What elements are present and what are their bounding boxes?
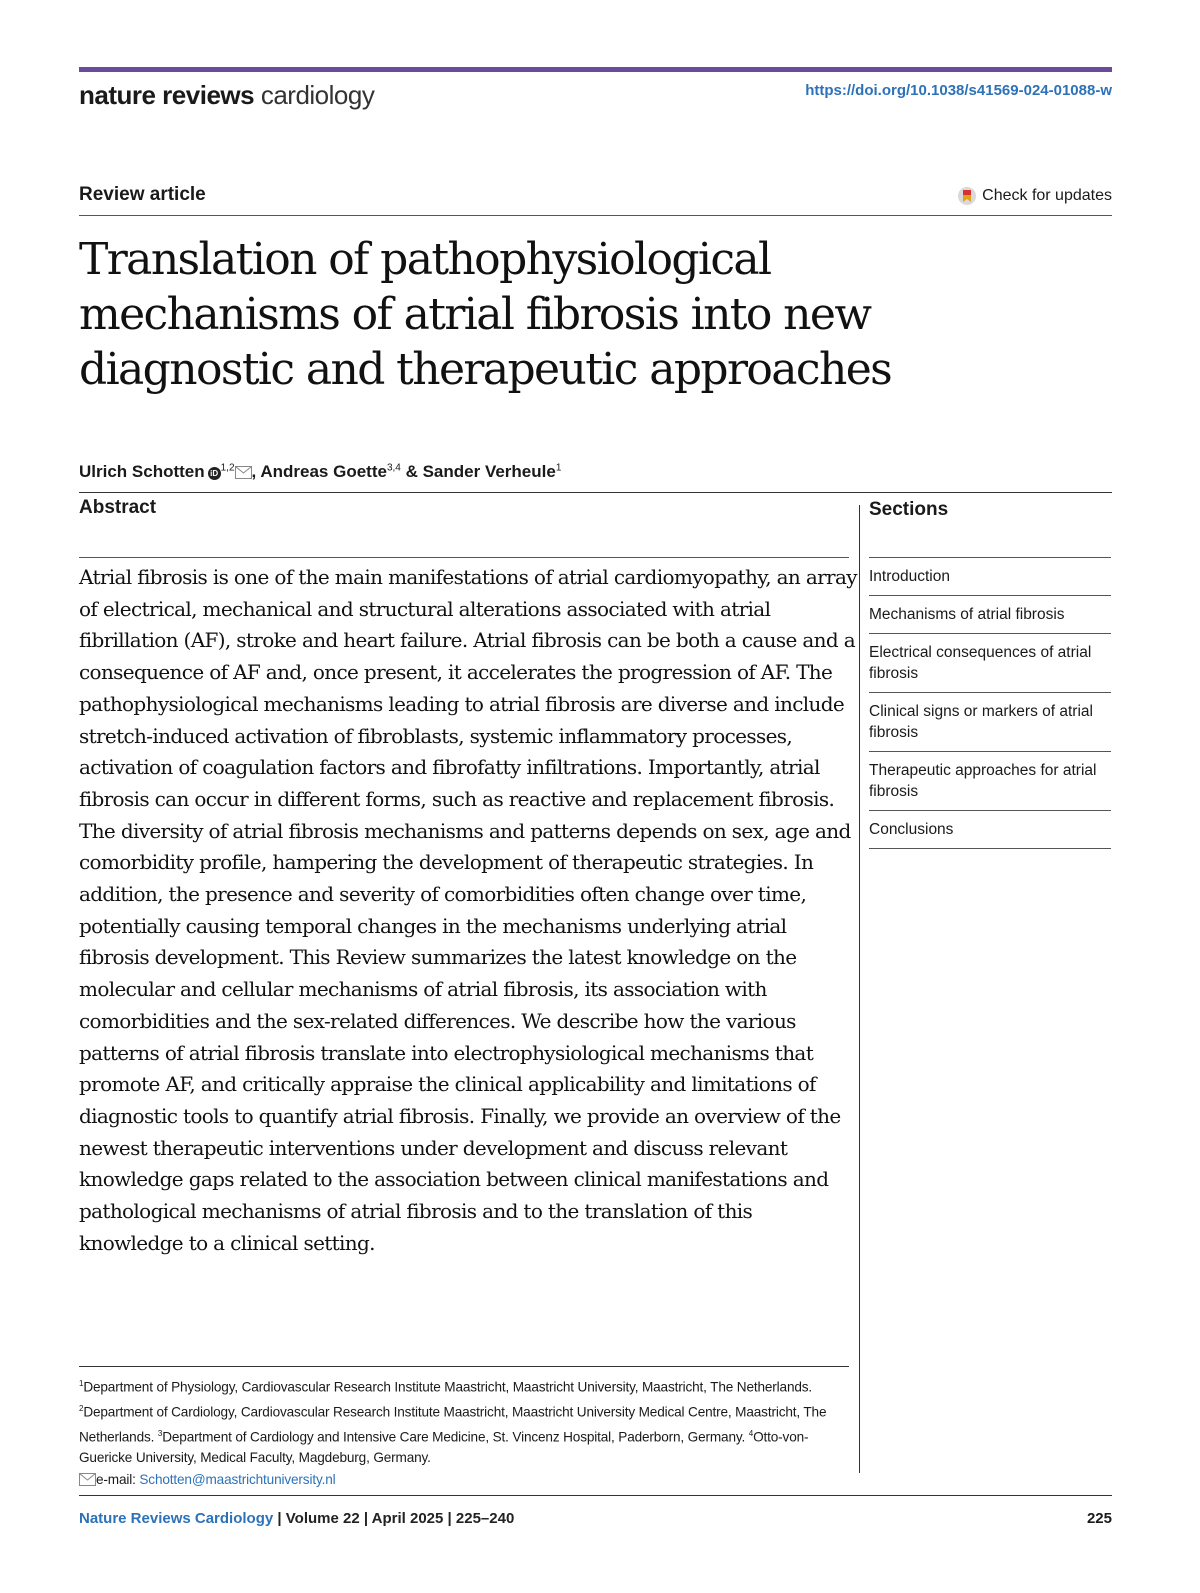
sections-heading: Sections — [869, 499, 949, 520]
author-separator: & — [400, 462, 423, 481]
affiliation-number: 3 — [157, 1428, 163, 1438]
author-affiliation-sup: 3,4 — [386, 462, 401, 474]
affiliation-number: 4 — [748, 1428, 754, 1438]
divider — [79, 557, 849, 558]
email-label: e-mail: — [96, 1471, 140, 1487]
affiliations — [79, 1373, 857, 1492]
affiliation-number: 1 — [79, 1379, 84, 1388]
divider — [79, 1495, 1112, 1496]
journal-name-bold: nature reviews — [79, 80, 255, 110]
section-link-conclusions[interactable]: Conclusions — [869, 811, 1111, 849]
affiliation-text: Department of Cardiology and Intensive Care Medicine, St. Vincenz Hospital, Paderborn, Germany. — [162, 1429, 749, 1445]
section-link-clinical-signs[interactable]: Clinical signs or markers of atrial fibrosis — [869, 693, 1111, 752]
column-divider — [859, 505, 860, 1473]
sections-nav — [869, 557, 1111, 849]
page-number: 225 — [1086, 1510, 1112, 1527]
check-for-updates-button[interactable] — [957, 186, 1112, 206]
section-link-therapeutic-approaches[interactable]: Therapeutic approaches for atrial fibrosis — [869, 752, 1111, 811]
journal-name-light: cardiology — [260, 80, 375, 110]
author-affiliation-sup: 1,2 — [220, 462, 235, 474]
affiliation-text: Department of Physiology, Cardiovascular Research Institute Maastricht, Maastricht University, Maastricht, The Netherlands. — [83, 1379, 813, 1395]
section-link-mechanisms[interactable]: Mechanisms of atrial fibrosis — [869, 596, 1111, 634]
section-link-electrical-consequences[interactable]: Electrical consequences of atrial fibrosis — [869, 634, 1111, 693]
divider — [79, 1366, 849, 1367]
abstract-text: Atrial fibrosis is one of the main manifestations of atrial cardiomyopathy, an array of electrical, mechanical and structural alterations associated with atrial fibrillation (AF), stroke and heart failure. Atrial fibrosis can be both a cause and a consequence of AF and, once present, it accelerates the progression of AF. The pathophysiological mechanisms leading to atrial fibrosis are diverse and include stretch-induced activation of fibroblasts, systemic inflammatory processes, activation of coagulation factors and fibrofatty infiltrations. Importantly, atrial fibrosis can occur in different forms, such as reactive and replacement fibrosis. The diversity of atrial fibrosis mechanisms and patterns depends on sex, age and comorbidity profile, hampering the development of therapeutic strategies. In addition, the presence and severity of comorbidities often change over time, potentially causing temporal changes in the mechanisms underlying atrial fibrosis development. This Review summarizes the latest knowledge on the molecular and cellular mechanisms of atrial fibrosis, its association with comorbidities and the sex-related differences. We describe how the various patterns of atrial fibrosis translate into electrophysiological mechanisms that promote AF, and critically appraise the clinical applicability and limitations of diagnostic tools to quantify atrial fibrosis. Finally, we provide an overview of the newest therapeutic interventions under development and discuss relevant knowledge gaps related to the association between clinical manifestations and pathological mechanisms of atrial fibrosis and to the translation of this knowledge to a clinical setting. — [79, 565, 857, 1255]
divider — [79, 215, 1112, 216]
author-affiliation-sup: 1 — [555, 462, 562, 474]
abstract-heading: Abstract — [79, 497, 157, 518]
email-link[interactable]: Schotten@maastrichtuniversity.nl — [139, 1471, 336, 1487]
author-name[interactable]: Ulrich Schotten — [79, 462, 205, 481]
journal-logo — [79, 80, 374, 111]
author-separator: , — [251, 462, 261, 481]
affiliation-number: 2 — [79, 1403, 84, 1413]
article-title: Translation of pathophysiological mechanisms of atrial fibrosis into new diagnostic and therapeutic approaches — [79, 234, 892, 395]
email-envelope-icon[interactable] — [235, 464, 252, 484]
email-line — [79, 1472, 336, 1487]
author-name[interactable]: Sander Verheule — [422, 462, 556, 481]
header-accent-bar — [79, 67, 1112, 72]
article-type-label: Review article — [79, 184, 206, 205]
orcid-icon[interactable]: iD — [208, 467, 221, 480]
affiliation-text: Otto-von-Guericke University, Medical Faculty, Magdeburg, Germany. — [79, 1429, 809, 1466]
author-list — [79, 462, 561, 484]
footer-volume-info: | Volume 22 | April 2025 | 225–240 — [273, 1510, 515, 1527]
divider — [79, 492, 1112, 493]
check-updates-icon — [957, 186, 977, 206]
email-envelope-icon — [79, 1471, 96, 1492]
check-updates-label: Check for updates — [982, 187, 1112, 204]
affiliation-text: Department of Cardiology, Cardiovascular Research Institute Maastricht, Maastricht University Medical Centre, Maastricht, The Netherlands. — [79, 1404, 827, 1445]
footer-citation — [79, 1510, 514, 1527]
doi-link[interactable]: https://doi.org/10.1038/s41569-024-01088-w — [805, 82, 1112, 99]
author-name[interactable]: Andreas Goette — [260, 462, 387, 481]
footer-journal-link[interactable]: Nature Reviews Cardiology — [79, 1510, 274, 1527]
section-link-introduction[interactable]: Introduction — [869, 558, 1111, 596]
